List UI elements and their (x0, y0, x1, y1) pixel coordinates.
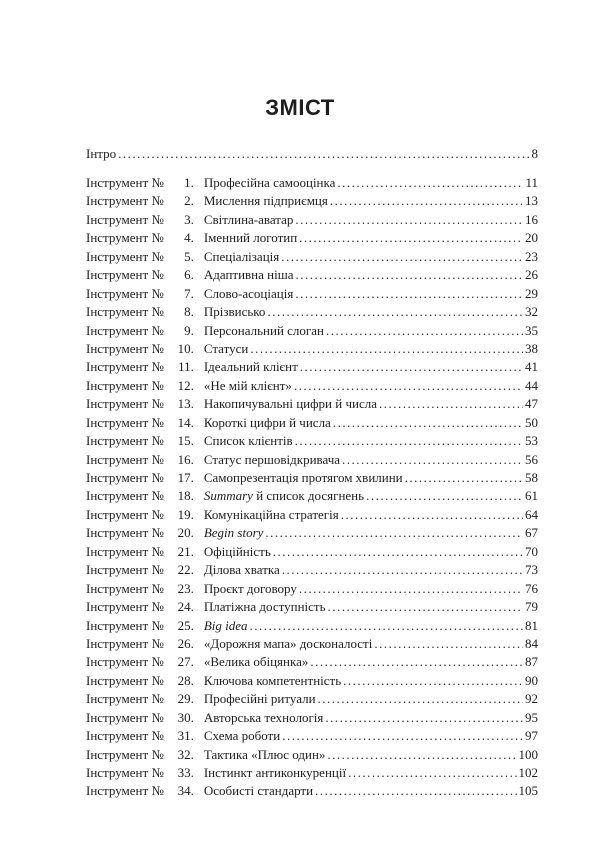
entry-prefix: Інструмент № (86, 617, 164, 633)
entry-number: 25. (177, 617, 194, 633)
entry-prefix: Інструмент № (86, 359, 164, 375)
entry-title: Накопичувальні цифри й числа (203, 396, 377, 412)
entry-title: Спеціалізація (203, 248, 280, 264)
entry-page-number: 47 (525, 396, 538, 412)
entry-prefix: Інструмент № (86, 506, 164, 522)
entry-number: 24. (177, 599, 194, 615)
entry-title: Адаптивна ніша (203, 267, 294, 283)
entry-number: 27. (177, 654, 194, 670)
entry-number: 32. (177, 746, 194, 762)
entry-page-number: 87 (525, 654, 538, 670)
toc-entry (86, 653, 538, 671)
entry-number: 33. (177, 765, 194, 780)
entry-prefix: Інструмент № (86, 783, 164, 799)
entry-title: Схема роботи (203, 728, 281, 744)
entry-number: 22. (177, 562, 194, 578)
entry-prefix: Інструмент № (86, 175, 164, 190)
entry-prefix: Інструмент № (86, 193, 164, 209)
toc-entry (86, 635, 538, 653)
entry-prefix: Інструмент № (86, 285, 164, 301)
entry-title: Іменний логотип (203, 230, 298, 246)
entry-number: 14. (177, 414, 194, 430)
entry-page-number: 32 (525, 304, 538, 320)
entry-title: Список клієнтів (203, 433, 293, 449)
dot-leader (315, 782, 516, 800)
toc-entry (86, 174, 538, 192)
entry-title: «Не мій клієнт» (203, 377, 292, 393)
toc-entry (86, 764, 538, 782)
entry-title: Самопрезентація протягом хвилини (203, 470, 403, 485)
dot-leader (273, 543, 523, 561)
entry-number: 3. (184, 211, 194, 227)
entry-prefix: Інструмент № (86, 488, 164, 504)
toc-entry (86, 358, 538, 376)
toc-entry (86, 506, 538, 524)
dot-leader (328, 598, 523, 616)
entry-number: 23. (177, 580, 194, 596)
entry-number: 12. (177, 377, 194, 393)
entry-number: 19. (177, 506, 194, 522)
entry-prefix: Інструмент № (86, 230, 164, 246)
intro-title: Інтро (86, 146, 117, 161)
dot-leader (295, 211, 523, 229)
dot-leader (325, 709, 523, 727)
dot-leader (299, 580, 523, 598)
entry-title: Big idea (203, 617, 248, 633)
entry-number: 10. (177, 340, 194, 356)
dot-leader (294, 377, 523, 395)
toc-entry (86, 598, 538, 616)
entry-page-number: 105 (518, 783, 538, 799)
entry-page-number: 16 (525, 211, 538, 227)
dot-leader (379, 395, 523, 413)
toc-entry (86, 285, 538, 303)
entry-title: Ділова хватка (203, 562, 280, 578)
toc-entry (86, 322, 538, 340)
entry-number: 16. (177, 451, 194, 467)
entry-page-number: 100 (518, 746, 538, 762)
entry-page-number: 50 (525, 414, 538, 430)
entry-number: 6. (184, 267, 194, 283)
entry-title: Інстинкт антиконкуренції (203, 765, 347, 780)
toc-entry (86, 248, 538, 266)
entry-page-number: 53 (525, 433, 538, 449)
entry-title: Персональний слоган (203, 322, 324, 338)
dot-leader (366, 487, 523, 505)
entry-prefix: Інструмент № (86, 654, 164, 670)
entry-title: «Велика обіцянка» (203, 654, 309, 670)
entry-prefix: Інструмент № (86, 599, 164, 615)
dot-leader (250, 340, 523, 358)
dot-leader (326, 322, 523, 340)
intro-page-number: 8 (531, 146, 538, 161)
entry-prefix: Інструмент № (86, 433, 164, 449)
entry-title: Особисті стандарти (203, 783, 314, 799)
entry-page-number: 81 (525, 617, 538, 633)
toc-entry (86, 524, 538, 542)
entry-prefix: Інструмент № (86, 746, 164, 762)
entry-page-number: 35 (525, 322, 538, 338)
entry-prefix: Інструмент № (86, 451, 164, 467)
entry-page-number: 23 (525, 248, 538, 264)
entry-page-number: 76 (525, 580, 538, 596)
entry-page-number: 67 (525, 525, 538, 541)
dot-leader (299, 229, 523, 247)
entry-title: Тактика «Плюс один» (203, 746, 326, 762)
entry-number: 4. (184, 230, 194, 246)
toc-entry (86, 561, 538, 579)
toc-entry (86, 672, 538, 690)
entry-title: Begin story (203, 525, 264, 541)
entry-page-number: 58 (525, 470, 538, 485)
entry-prefix: Інструмент № (86, 709, 164, 725)
entry-page-number: 20 (525, 230, 538, 246)
dot-leader (333, 414, 523, 432)
entry-page-number: 84 (525, 635, 538, 651)
entry-number: 7. (184, 285, 194, 301)
dot-leader (300, 358, 523, 376)
entry-page-number: 56 (525, 451, 538, 467)
dot-leader (281, 248, 523, 266)
dot-leader (342, 451, 523, 469)
entry-prefix: Інструмент № (86, 211, 164, 227)
dot-leader (337, 174, 523, 192)
entry-title: Проєкт договору (203, 580, 297, 596)
entry-title: Summary й список досягнень (203, 488, 365, 504)
entry-title: Статус першовідкривача (203, 451, 341, 467)
entry-prefix: Інструмент № (86, 322, 164, 338)
entry-prefix: Інструмент № (86, 635, 164, 651)
entry-prefix: Інструмент № (86, 580, 164, 596)
dot-leader (318, 690, 523, 708)
entry-page-number: 90 (525, 672, 538, 688)
table-of-contents (86, 174, 538, 801)
toc-entry (86, 432, 538, 450)
entry-number: 11. (178, 359, 194, 375)
entry-page-number: 38 (525, 340, 538, 356)
entry-title: Професійна самооцінка (203, 175, 336, 190)
entry-prefix: Інструмент № (86, 525, 164, 541)
entry-number: 15. (177, 433, 194, 449)
toc-entry (86, 617, 538, 635)
entry-number: 8. (184, 304, 194, 320)
entry-prefix: Інструмент № (86, 396, 164, 412)
entry-title: Прізвисько (203, 304, 266, 320)
entry-prefix: Інструмент № (86, 340, 164, 356)
dot-leader (295, 432, 523, 450)
dot-leader (265, 524, 523, 542)
dot-leader (296, 266, 523, 284)
dot-leader (267, 303, 523, 321)
entry-title: Статуси (203, 340, 249, 356)
entry-title: Мислення підприємця (203, 193, 328, 209)
entry-title: Професійні ритуали (203, 691, 316, 707)
entry-page-number: 95 (525, 709, 538, 725)
entry-number: 2. (184, 193, 194, 209)
entry-page-number: 92 (525, 691, 538, 707)
dot-leader (250, 617, 523, 635)
dot-leader (341, 506, 523, 524)
toc-entry (86, 746, 538, 764)
entry-number: 5. (184, 248, 194, 264)
entry-page-number: 97 (525, 728, 538, 744)
toc-entry (86, 303, 538, 321)
entry-number: 30. (177, 709, 194, 725)
dot-leader (327, 746, 516, 764)
entry-number: 1. (184, 175, 194, 190)
entry-number: 29. (177, 691, 194, 707)
entry-number: 26. (177, 635, 194, 651)
entry-page-number: 102 (518, 765, 538, 780)
entry-page-number: 26 (525, 267, 538, 283)
entry-page-number: 64 (525, 506, 538, 522)
entry-number: 9. (184, 322, 194, 338)
toc-entry (86, 782, 538, 800)
entry-page-number: 41 (525, 359, 538, 375)
toc-entry (86, 580, 538, 598)
entry-prefix: Інструмент № (86, 267, 164, 283)
entry-page-number: 11 (525, 175, 538, 190)
entry-page-number: 73 (525, 562, 538, 578)
entry-number: 20. (177, 525, 194, 541)
dot-leader (374, 635, 523, 653)
entry-title: Платіжна доступність (203, 599, 326, 615)
entry-page-number: 13 (525, 193, 538, 209)
toc-entry (86, 266, 538, 284)
entry-page-number: 70 (525, 543, 538, 559)
entry-page-number: 79 (525, 599, 538, 615)
toc-entry (86, 709, 538, 727)
entry-title: Комунікаційна стратегія (203, 506, 339, 522)
dot-leader (405, 469, 523, 487)
entry-prefix: Інструмент № (86, 562, 164, 578)
entry-number: 18. (177, 488, 194, 504)
toc-entry (86, 690, 538, 708)
dot-leader (330, 192, 523, 210)
entry-title: Короткі цифри й числа (203, 414, 331, 430)
dot-leader (295, 285, 523, 303)
entry-number: 28. (177, 672, 194, 688)
entry-title: Слово-асоціація (203, 285, 294, 301)
dot-leader (282, 727, 523, 745)
entry-title: Авторська технологія (203, 709, 324, 725)
toc-entry (86, 340, 538, 358)
toc-entry (86, 543, 538, 561)
entry-number: 34. (177, 783, 194, 799)
entry-number: 13. (177, 396, 194, 412)
entry-title: Світлина-аватар (203, 211, 294, 227)
entry-title: Офіційність (203, 543, 271, 559)
entry-number: 31. (177, 728, 194, 744)
entry-prefix: Інструмент № (86, 728, 164, 744)
entry-number: 21. (177, 543, 194, 559)
entry-prefix: Інструмент № (86, 377, 164, 393)
entry-prefix: Інструмент № (86, 414, 164, 430)
entry-title: Ідеальний клієнт (203, 359, 298, 375)
page-title: ЗМІСТ (265, 95, 335, 120)
entry-prefix: Інструмент № (86, 470, 164, 485)
dot-leader (118, 146, 529, 162)
toc-entry (86, 487, 538, 505)
dot-leader (348, 764, 516, 782)
toc-entry (86, 469, 538, 487)
entry-title: «Дорожня мапа» досконалості (203, 635, 373, 651)
entry-page-number: 44 (525, 377, 538, 393)
toc-intro-entry (86, 146, 538, 162)
toc-entry (86, 451, 538, 469)
toc-entry (86, 414, 538, 432)
entry-prefix: Інструмент № (86, 248, 164, 264)
entry-title: Ключова компетентність (203, 672, 342, 688)
entry-prefix: Інструмент № (86, 672, 164, 688)
toc-entry (86, 727, 538, 745)
entry-prefix: Інструмент № (86, 691, 164, 707)
entry-page-number: 29 (525, 285, 538, 301)
entry-number: 17. (177, 470, 194, 485)
dot-leader (343, 672, 523, 690)
entry-prefix: Інструмент № (86, 304, 164, 320)
toc-entry (86, 211, 538, 229)
entry-prefix: Інструмент № (86, 765, 164, 780)
dot-leader (282, 561, 523, 579)
entry-prefix: Інструмент № (86, 543, 164, 559)
toc-entry (86, 377, 538, 395)
toc-entry (86, 192, 538, 210)
toc-entry (86, 395, 538, 413)
entry-page-number: 61 (525, 488, 538, 504)
toc-entry (86, 229, 538, 247)
dot-leader (310, 653, 523, 671)
